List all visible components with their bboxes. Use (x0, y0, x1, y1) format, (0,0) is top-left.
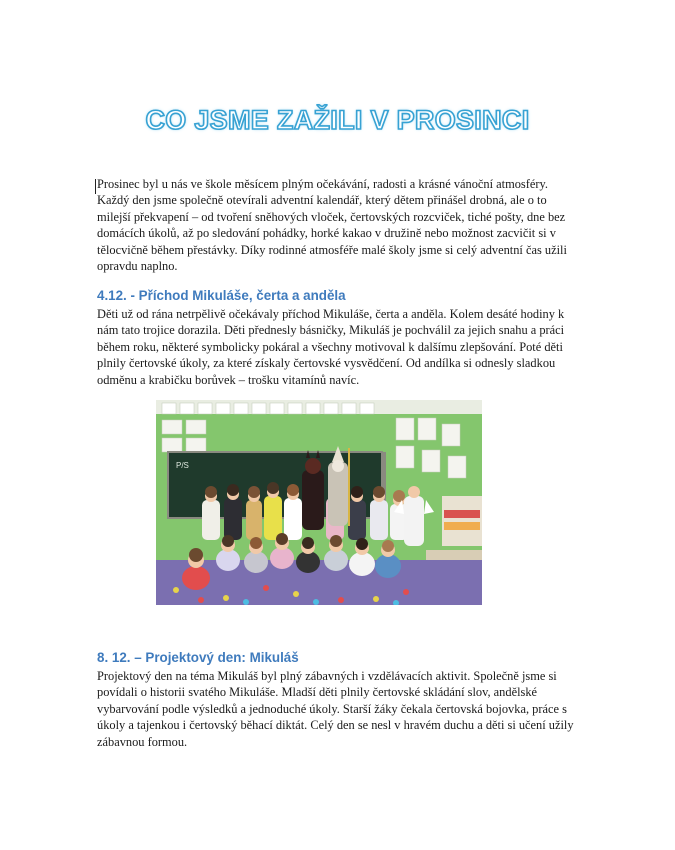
section-heading-mikulas-visit: 4.12. - Příchod Mikuláše, čerta a anděla (97, 288, 346, 303)
intro-paragraph: Prosinec byl u nás ve škole měsícem plným očekávání, radosti a krásné vánoční atmosféry. Každý den jsme společně otevírali adventní kalendář, který dětem přinášel drobná, ale o to milejší překvapení – od tvoření sněhových vloček, čertovských rozcviček, tiché pošty, dne bez domácích úkolů, až po sledování pohádky, horké kakao v družině nebo možnost zacvičit si v tělocvičně během přestávky. Díky rodinné atmosféře malé školy jsme si celý adventní čas užili opravdu naplno. (97, 177, 567, 274)
class-photo (156, 400, 482, 605)
photo-board-text: P/S (176, 461, 189, 470)
section-heading-project-day: 8. 12. – Projektový den: Mikuláš (97, 650, 299, 665)
page-title: CO JSME ZAŽILI V PROSINCI (145, 105, 530, 135)
text-cursor (95, 179, 96, 194)
section-body-mikulas-visit: Děti už od rána netrpělivě očekávaly příchod Mikuláše, čerta a anděla. Kolem desáté hodiny k nám tato trojice dorazila. Děti přednesly básničky, Mikuláš je pochválil za jejich snahu a práci během roku, některé symbolicky pokáral a všechny motivoval k dalšímu zlepšování. Poté děti plnily čertovské úkoly, za které získaly čertovské vysvědčení. Od andílka si odnesly sladkou odměnu a krabičku borůvek – trošku vitamínů navíc. (97, 307, 565, 387)
section-body-project-day: Projektový den na téma Mikuláš byl plný zábavných i vzdělávacích aktivit. Společně jsme si povídali o historii svatého Mikuláše. Mladší děti plnily čertovské skládání slov, andělské vybarvování podle výsledků a jednoduché úkoly. Starší žáky čekala čertovská bojovka, práce s úkoly a tajenkou i čertovský běhací diktát. Celý den se nesl v hravém duchu a děti si učení užily zábavnou formou. (97, 669, 574, 749)
